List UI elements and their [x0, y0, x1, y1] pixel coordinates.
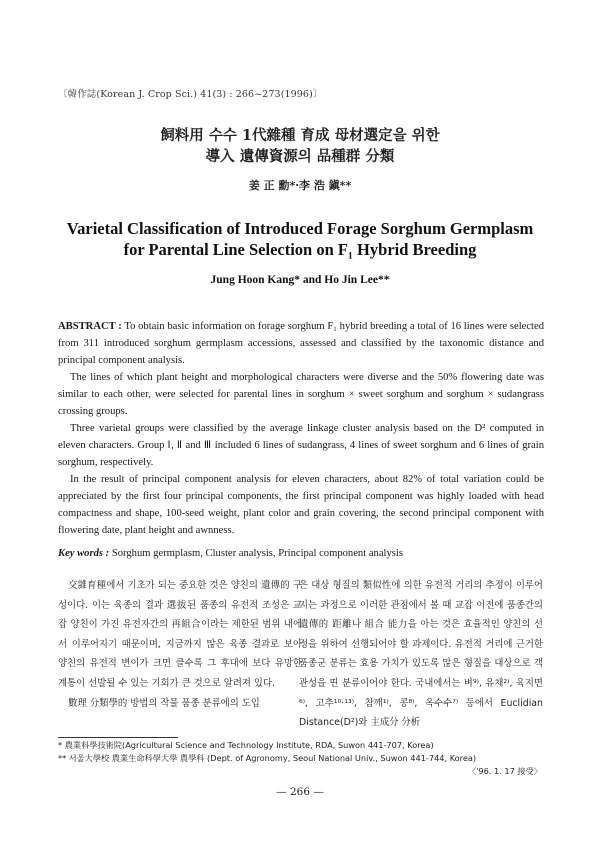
footnote-divider [58, 737, 178, 738]
korean-title-line-1: 飼料用 수수 1代雜種 育成 母材選定을 위한 [160, 127, 440, 144]
abstract-paragraph-4: In the result of principal component analysis for eleven characters, about 82% of total variation could be appreciated by the first four principal components, the first principal component was highly loaded with head compactness and shape, 100-seed weight, plant color and grain covering, the second principal component with flowering date, plant height and awnness. [58, 474, 544, 536]
abstract-paragraph-1 [58, 318, 544, 369]
korean-authors: 姜 正 勳*·李 浩 鎭** [248, 179, 352, 192]
abstract-text-1: To obtain basic information on forage sorghum F₁ hybrid breeding a total of 16 lines were selected from 311 introduced sorghum germplasm accessions, assessed and classified by the taxonomic distance and principal component analysis. [58, 321, 544, 366]
body-paragraph-1: 交雜育種에서 기초가 되는 중요한 것은 양친의 遺傳的 구성이다. 이는 육종의 결과 選拔된 품종의 유전적 조성은 교잡 양친이 가진 유전자간의 再組合이라는 제한된 범위 내에서 이루어지기 때문이며, 지금까지 많은 육종 결과로 보아 양친의 유전적 변이가 크면 클수록 그 후대에 보다 유망한 계통이 선발될 수 있는 기회가 큰 것으로 알려져 있다. [58, 580, 302, 689]
abstract-paragraph-3: Three varietal groups were classified by the average linkage cluster analysis based on the D² computed in eleven characters. Group Ⅰ, Ⅱ and Ⅲ included 6 lines of sudangrass, 4 lines of sweet sorghum and 6 lines of grain sorghum, respectively. [58, 423, 544, 468]
abstract [58, 318, 544, 539]
received-date: 〈'96. 1. 17 接受〉 [467, 766, 542, 776]
keywords [58, 548, 548, 559]
keywords-text: Sorghum germplasm, Cluster analysis, Principal component analysis [109, 548, 403, 559]
keywords-label: Key words : [58, 548, 110, 559]
body-column-left [58, 576, 302, 713]
footnote-affiliation-2: ** 서울大學校 農業生命科學大學 農學科 (Dept. of Agronomy, Seoul National Univ., Suwon 441-744, Korea) [58, 753, 477, 763]
english-title-line-1: Varietal Classification of Introduced Forage Sorghum Germplasm [66, 219, 534, 238]
english-authors: Jung Hoon Kang* and Ho Jin Lee** [210, 274, 390, 286]
body-paragraph-3: 은 대상 형질의 類似性에 의한 유전적 거리의 추정이 이루어지는 과정으로 이러한 관점에서 볼 때 교잡 이전에 품종간의 遺傳的 距離나 組合 能力을 아는 것은 효율적인 양친의 선정을 위하여 선행되어야 할 과제이다. 유전적 거리에 근거한 품종군 분류는 효용 가치가 있도록 많은 형질을 대상으로 객관성을 띤 분류이어야 한다. 국내에서는 벼⁹⁾, 유채²⁾, 육지면⁶⁾, 고추¹⁰·¹³⁾, 참깨¹⁾, 콩⁸⁾, 옥수수⁷⁾ 등에서 Euclidian Distance(D²)와 主成分 分析 [299, 580, 543, 729]
body-column-right [299, 576, 543, 733]
footnote-affiliation-1: * 農業科學技術院(Agricultural Science and Technology Institute, RDA, Suwon 441-707, Korea) [58, 740, 434, 750]
abstract-label: ABSTRACT : [58, 321, 122, 332]
english-title-line-2: for Parental Line Selection on F₁ Hybrid Breeding [123, 240, 477, 259]
journal-reference: 〔韓作誌(Korean J. Crop Sci.) 41(3) : 266~273(1996)〕 [58, 89, 323, 100]
abstract-paragraph-2: The lines of which plant height and morphological characters were diverse and the 50% flowering date was similar to each other, were selected for parental lines in sorghum × sweet sorghum and sorghum × sudangrass crossing groups. [58, 372, 544, 417]
page-number: — 266 — [276, 786, 324, 798]
body-paragraph-2: 數理 分類學的 방법의 작물 품종 분류에의 도입 [68, 697, 260, 709]
korean-title-line-2: 導入 遺傳資源의 品種群 分類 [205, 148, 395, 165]
